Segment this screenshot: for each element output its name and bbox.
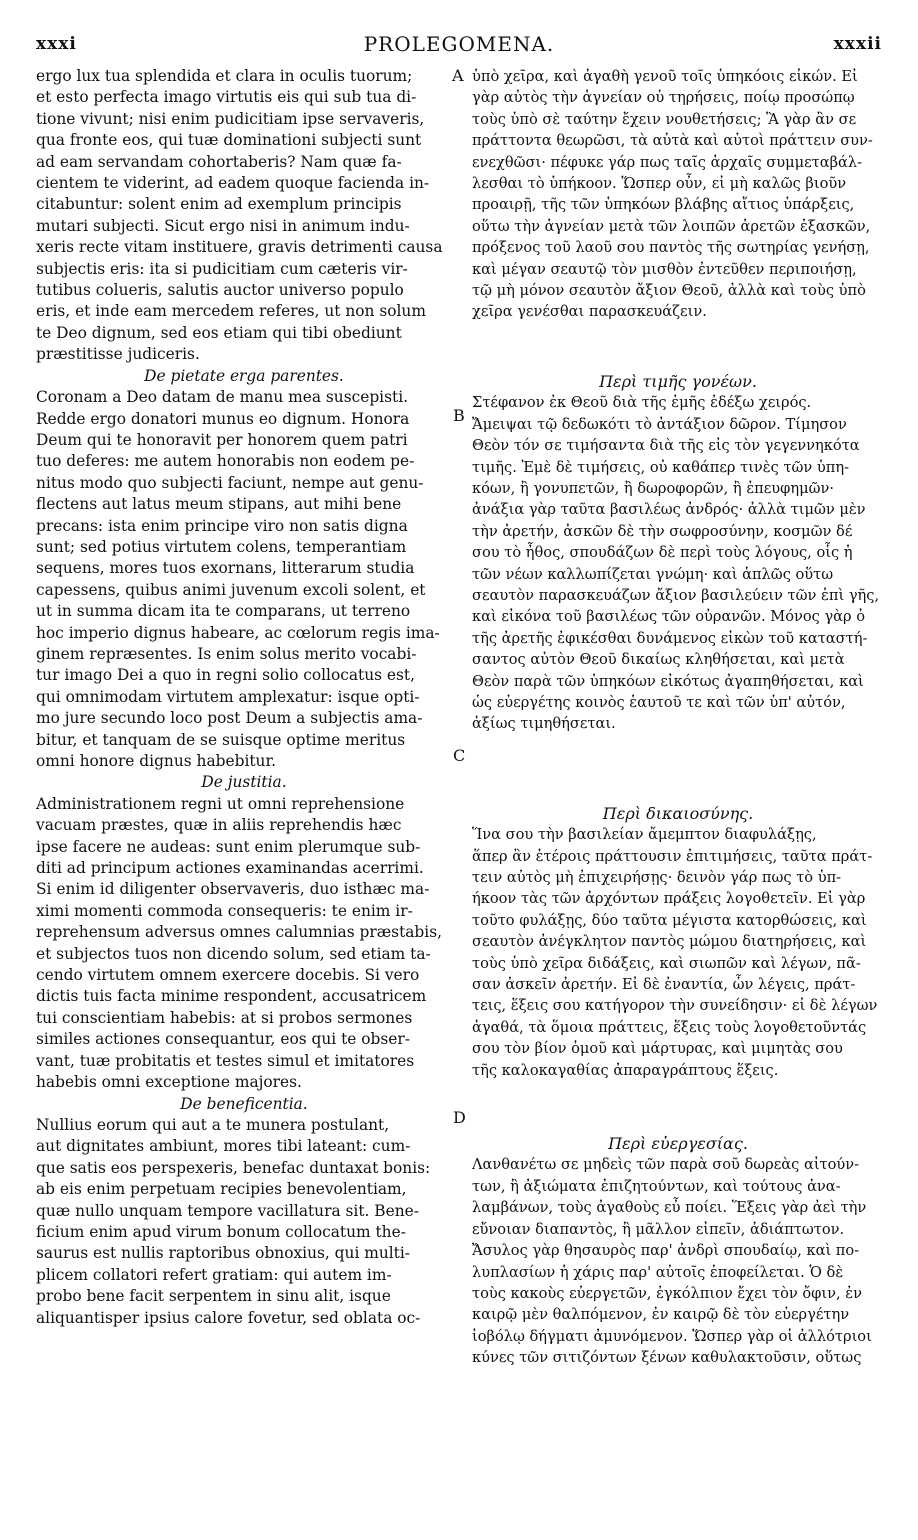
- latin-paragraph-1: [36, 66, 452, 366]
- text-line: vacuam præstes, quæ in aliis reprehendis hæc: [36, 816, 402, 835]
- text-line: καὶ μέγαν σεαυτῷ τὸν μισθὸν ἐντεῦθεν περιποιήσῃ,: [472, 260, 857, 278]
- text-line: Ἄμειψαι τῷ δεδωκότι τὸ ἀντάξιον δῶρον. Τίμησον: [472, 415, 847, 433]
- text-line: et esto perfecta imago virtutis eis qui sub tua di-: [36, 88, 417, 107]
- greek-paragraph-2: [472, 392, 884, 735]
- text-line: σαντος αὐτὸν Θεοῦ δικαίως κληθήσεται, καὶ μετὰ: [472, 651, 845, 669]
- latin-paragraph-4: [36, 1115, 452, 1329]
- text-line: aut dignitates ambiunt, mores tibi lateant: cum-: [36, 1137, 411, 1156]
- latin-paragraph-3: [36, 794, 452, 1094]
- text-line: tutibus colueris, salutis auctor universo populo: [36, 281, 404, 300]
- margin-marker-c: C: [453, 746, 466, 765]
- text-line: similes actiones consequantur, eos qui te obser-: [36, 1030, 410, 1049]
- text-line: ἰοβόλῳ δήγματι ἀμυνόμενον. Ὥσπερ γὰρ οἱ ἀλλότριοι: [472, 1327, 872, 1345]
- text-line: omni honore dignus habebitur.: [36, 752, 277, 770]
- text-line: et subjectos tuos non dicendo solum, sed etiam ta-: [36, 944, 431, 963]
- text-line: ὑπὸ χεῖρα, καὶ ἀγαθὴ γενοῦ τοῖς ὑπηκόοις εἰκών. Εἰ: [472, 68, 858, 85]
- text-line: citabuntur: solent enim ad exemplum principis: [36, 195, 402, 214]
- text-line: tuo deferes: me autem honorabis non eodem pe-: [36, 452, 415, 471]
- text-line: tui conscientiam habebis: at si probos sermones: [36, 1008, 413, 1027]
- greek-column: [472, 66, 884, 1369]
- text-line: ὡς εὐεργέτης κοινὸς ἑαυτοῦ τε καὶ τῶν ὑπ' αὐτόν,: [472, 693, 846, 711]
- text-line: κύνες τῶν σιτιζόντων ξένων καθυλακτοῦσιν, οὕτως: [472, 1349, 862, 1367]
- greek-heading-timis-goneon: Περὶ τιμῆς γονέων.: [599, 371, 757, 391]
- text-line: ipse facere ne audeas: sunt enim plerumque sub-: [36, 837, 421, 856]
- text-line: πράττοντα θεωρῶσι, τὰ αὐτὰ καὶ αὐτοὶ πράττειν συν-: [472, 132, 873, 150]
- text-line: ficium enim apud virum bonum collocatum the-: [36, 1222, 406, 1241]
- text-line: tur imago Dei a quo in regni solio collocatus est,: [36, 666, 416, 685]
- text-line: nitus modo quo subjecti faciunt, nempe aut genu-: [36, 473, 424, 492]
- margin-marker-b: B: [453, 406, 465, 425]
- text-line: τὴν ἀρετήν, ἀσκῶν δὲ τὴν σωφροσύνην, κοσμῶν δέ: [472, 522, 853, 540]
- text-line: Coronam a Deo datam de manu mea suscepisti.: [36, 388, 409, 407]
- text-line: præstitisse judiceris.: [36, 345, 200, 364]
- text-line: Θεὸν τόν σε τιμήσαντα διὰ τῆς εἰς τὸν γεγεννηκότα: [472, 437, 860, 455]
- text-line: Redde ergo donatori munus eo dignum. Honora: [36, 409, 410, 428]
- text-line: sunt; sed potius virtutem colens, temperantiam: [36, 537, 407, 556]
- text-line: saurus est nullis raptoribus obnoxius, qui multi-: [36, 1244, 410, 1263]
- text-line: χεῖρα γενέσθαι παρασκευάζειν.: [472, 303, 707, 321]
- text-line: tione vivunt; nisi enim pudicitiam ipse servaveris,: [36, 109, 425, 128]
- latin-paragraph-2: [36, 387, 452, 772]
- text-line: subjectis eris: ita si pudicitiam cum cæteris vir-: [36, 259, 408, 278]
- text-line: te Deo dignum, sed eos etiam qui tibi obediunt: [36, 323, 402, 342]
- text-line: τῷ μὴ μόνον σεαυτὸν ἄξιον Θεοῦ, ἀλλὰ καὶ τοὺς ὑπὸ: [472, 282, 866, 300]
- text-line: ἅπερ ἂν ἑτέροις πράττουσιν ἐπιτιμήσεις, ταῦτα πράτ-: [472, 847, 873, 865]
- text-line: Administrationem regni ut omni reprehensione: [36, 794, 405, 813]
- text-line: mutari subjecti. Sicut ergo nisi in animum indu-: [36, 216, 410, 235]
- text-line: λυπλασίων ἡ χάρις παρ' αὐτοῖς ἐποφείλεται. Ὁ δὲ: [472, 1263, 844, 1281]
- text-line: ἀγαθά, τὰ ὅμοια πράττεις, ἕξεις τοὺς λογοθετοῦντάς: [472, 1018, 867, 1036]
- text-line: eris, et inde eam mercedem referes, ut non solum: [36, 302, 426, 321]
- text-line: Θεὸν παρὰ τῶν ὑπηκόων εἰκότως ἀγαπηθήσεται, καὶ: [472, 672, 864, 690]
- text-line: ginem repræsentes. Is enim solus merito vocabi-: [36, 644, 417, 663]
- text-line: habebis omni exceptione majores.: [36, 1073, 302, 1092]
- text-line: Λανθανέτω σε μηδεὶς τῶν παρὰ σοῦ δωρεὰς αἰτούν-: [472, 1156, 860, 1174]
- text-line: bitur, et tanquam de se suisque optime meritus: [36, 730, 406, 749]
- text-line: ab eis enim perpetuam recipies benevolentiam,: [36, 1180, 407, 1199]
- text-line: τεις, ἕξεις σου κατήγορον τὴν συνείδησιν· εἰ δὲ λέγων: [472, 997, 878, 1015]
- text-line: καὶ εἰκόνα τοῦ βασιλέως τῶν οὐρανῶν. Μόνος γὰρ ὁ: [472, 608, 866, 626]
- greek-heading-euergesias: Περὶ εὐεργεσίας.: [608, 1134, 748, 1154]
- text-line: Στέφανον ἐκ Θεοῦ διὰ τῆς ἐμῆς ἐδέξω χειρός.: [472, 394, 812, 412]
- text-line: sequens, mores tuos exornans, litterarum studia: [36, 559, 415, 578]
- text-line: vant, tuæ probitatis et testes simul et imitatores: [36, 1051, 415, 1070]
- latin-heading-pietate: De pietate erga parentes.: [144, 366, 344, 385]
- section-gap: [472, 323, 884, 371]
- greek-heading-dikaiosynis: Περὶ δικαιοσύνης.: [602, 803, 754, 823]
- page-number-left: xxxi: [36, 34, 77, 54]
- margin-marker-d: D: [453, 1108, 466, 1127]
- text-line: σου τὸ ἦθος, σπουδάζων δὲ περὶ τοὺς λόγους, οἷς ἡ: [472, 544, 853, 562]
- text-line: σεαυτὸν παρασκευάζων ἄξιον βασιλεύειν τῶν ἐπὶ γῆς,: [472, 586, 880, 604]
- running-title: PROLEGOMENA.: [363, 32, 555, 56]
- margin-marker-a: A: [452, 66, 464, 85]
- text-line: diti ad principum actiones examinandas acerrimi.: [36, 859, 424, 878]
- text-line: que satis eos perspexeris, benefac duntaxat bonis:: [36, 1158, 431, 1177]
- text-line: σαν ἀσκεῖν ἀρετήν. Εἰ δὲ ἐναντία, ὧν λέγεις, πράτ-: [472, 976, 856, 994]
- text-line: Si enim id diligenter observaveris, duo isthæc ma-: [36, 880, 430, 899]
- text-line: τοὺς κακοὺς εὐεργετῶν, ἐγκόλπιον ἔχει τὸν ὄφιν, ἐν: [472, 1284, 862, 1302]
- text-line: probo bene facit serpentem in sinu alit, isque: [36, 1287, 391, 1306]
- latin-heading-beneficentia: De beneficentia.: [180, 1094, 308, 1113]
- text-line: γὰρ αὐτὸς τὴν ἁγνείαν οὐ τηρήσεις, ποίῳ προσώπῳ: [472, 89, 855, 107]
- text-line: quæ nullo unquam tempore vacillatura sit. Bene-: [36, 1201, 419, 1220]
- page-number-right: xxxii: [833, 34, 882, 54]
- text-line: mo jure secundo loco post Deum a subjectis ama-: [36, 709, 423, 728]
- text-line: xeris recte vitam instituere, gravis detrimenti causa: [36, 238, 443, 257]
- text-line: dictis tuis facta minime respondent, accusatricem: [36, 987, 427, 1006]
- text-line: aliquantisper ipsius calore fovetur, sed oblata oc-: [36, 1308, 421, 1327]
- text-line: plicem collatori refert gratiam: qui autem im-: [36, 1265, 392, 1284]
- text-line: ήκοον τὰς τῶν ἀρχόντων πράξεις λογοθετεῖν. Εἰ γὰρ: [472, 890, 866, 908]
- text-line: τοὺς ὑπὸ χεῖρα διδάξεις, καὶ σιωπῶν καὶ λέγων, πᾶ-: [472, 954, 861, 972]
- text-line: σεαυτὸν ἀνέγκλητον παντὸς μώμου διατηρήσεις, καὶ: [472, 933, 867, 951]
- text-line: πρόξενος τοῦ λαοῦ σου παντὸς τῆς σωτηρίας γενήσῃ,: [472, 239, 870, 257]
- section-gap: [472, 1081, 884, 1133]
- text-line: ximi momenti commoda consequeris: te enim ir-: [36, 901, 413, 920]
- text-line: ενεχθῶσι· πέφυκε γάρ πως ταῖς ἀρχαῖς συμμεταβάλ-: [472, 153, 863, 171]
- text-line: κόων, ἢ γονυπετῶν, ἢ δωροφορῶν, ἢ ἐπευφημῶν·: [472, 479, 835, 497]
- text-line: εὔνοιαν διαπαντὸς, ἢ μᾶλλον εἰπεῖν, ἀδιάπτωτον.: [472, 1220, 845, 1238]
- text-line: οὕτω τὴν ἁγνείαν μετὰ τῶν λοιπῶν ἀρετῶν ἐξασκῶν,: [472, 217, 871, 235]
- text-line: τῆς καλοκαγαθίας ἀπαραγράπτους ἕξεις.: [472, 1061, 779, 1079]
- text-line: ἀξίως τιμηθήσεται.: [472, 715, 616, 733]
- text-line: τοῦτο φυλάξῃς, δύο ταῦτα μέγιστα κατορθώσεις, καὶ: [472, 911, 867, 929]
- greek-paragraph-4: [472, 1154, 884, 1368]
- text-line: σου τὸν βίον ὁμοῦ καὶ μάρτυρας, καὶ μιμητὰς σου: [472, 1040, 843, 1058]
- text-line: Nullius eorum qui aut a te munera postulant,: [36, 1115, 390, 1134]
- text-line: ἀνάξια γὰρ ταῦτα βασιλέως ἀνδρός· ἀλλὰ τιμῶν μὲν: [472, 501, 866, 519]
- latin-column: [36, 66, 452, 1329]
- page-header: [36, 34, 882, 58]
- text-line: cientem te viderint, ad eadem quoque facienda in-: [36, 174, 430, 193]
- text-line: τιμῆς. Ἐμὲ δὲ τιμήσεις, οὐ καθάπερ τινὲς τῶν ὑπη-: [472, 458, 850, 476]
- text-line: ad eam servandam cohortaberis? Nam quæ fa-: [36, 152, 402, 171]
- text-line: hoc imperio dignus habeare, ac cœlorum regis ima-: [36, 623, 440, 642]
- text-line: τῶν νέων καλλωπίζεται γνώμη· καὶ ἁπλῶς οὕτω: [472, 565, 834, 583]
- text-line: προαιρῇ, τῆς τῶν ὑπηκόων βλάβης αἴτιος ὑπάρξεις,: [472, 196, 855, 214]
- text-line: των, ἢ ἀξιώματα ἐπιζητούντων, καὶ τούτους ἀνα-: [472, 1177, 841, 1195]
- text-line: cendo virtutem omnem exercere docebis. Si vero: [36, 966, 420, 985]
- text-line: ergo lux tua splendida et clara in oculis tuorum;: [36, 67, 413, 85]
- text-line: τῆς ἀρετῆς ἐφικέσθαι δυνάμενος εἰκὼν τοῦ καταστή-: [472, 629, 868, 647]
- text-line: τοὺς ὑπὸ σὲ ταύτην ἔχειν νουθετήσεις; Ἃ γὰρ ἂν σε: [472, 110, 857, 128]
- greek-paragraph-3: [472, 824, 884, 1081]
- text-line: λεσθαι τὸ ὑπήκοον. Ὥσπερ οὖν, εἰ μὴ καλῶς βιοῦν: [472, 175, 847, 193]
- text-line: Ἵνα σου τὴν βασιλείαν ἄμεμπτον διαφυλάξῃς,: [472, 826, 817, 844]
- text-line: precans: ista enim principe viro non satis digna: [36, 516, 408, 535]
- text-line: flectens aut latus meum stipans, aut mihi bene: [36, 495, 402, 514]
- greek-paragraph-1: [472, 66, 884, 323]
- latin-heading-justitia: De justitia.: [201, 773, 287, 792]
- text-line: Ἄσυλος γὰρ θησαυρὸς παρ' ἀνδρὶ σπουδαίῳ, καὶ πο-: [472, 1242, 860, 1260]
- text-line: τειν αὐτὸς μὴ ἐπιχειρήσῃς· δεινὸν γάρ πως τὸ ὑπ-: [472, 869, 842, 886]
- text-line: qua fronte eos, qui tuæ dominationi subjecti sunt: [36, 131, 422, 150]
- text-line: Deum qui te honoravit per honorem quem patri: [36, 430, 408, 449]
- section-gap: [472, 735, 884, 803]
- text-line: καιρῷ μὲν θαλπόμενον, ἐν καιρῷ δὲ τὸν εὐεργέτην: [472, 1306, 850, 1324]
- text-line: reprehensum adversus omnes calumnias præstabis,: [36, 923, 442, 942]
- text-line: qui omnimodam virtutem amplexatur: isque opti-: [36, 687, 420, 706]
- text-line: capessens, quibus animi juvenum excoli solent, et: [36, 580, 426, 599]
- text-line: λαμβάνων, τοὺς ἀγαθοὺς εὖ ποίει. Ἕξεις γὰρ ἀεὶ τὴν: [472, 1199, 867, 1217]
- text-line: ut in summa dicam ita te comparans, ut terreno: [36, 602, 411, 621]
